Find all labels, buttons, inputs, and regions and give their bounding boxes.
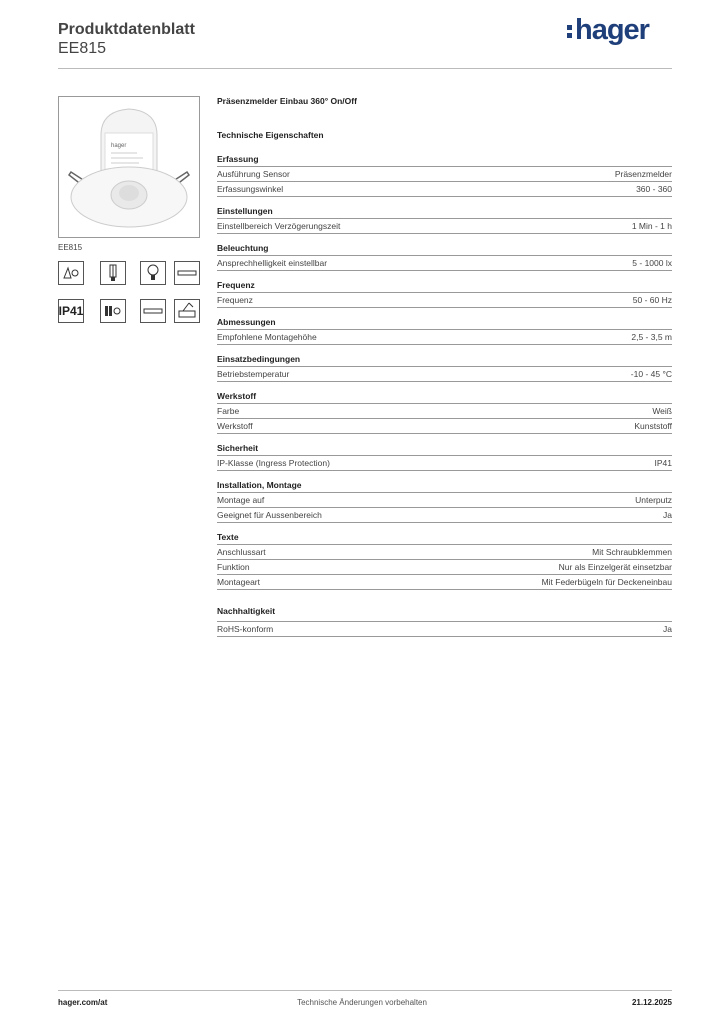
bulb-icon xyxy=(140,261,166,285)
spec-value: Ja xyxy=(663,510,672,520)
spec-row xyxy=(217,404,672,419)
spec-value: IP41 xyxy=(654,458,672,468)
footer-date: 21.12.2025 xyxy=(631,998,672,1007)
ip-rating-label: IP41 xyxy=(58,304,84,318)
page-title: Produktdatenblatt xyxy=(58,21,195,38)
section-abmessungen xyxy=(217,317,672,345)
spec-label: Montageart xyxy=(217,577,260,587)
section-einsatzbedingungen xyxy=(217,354,672,382)
spec-value: Unterputz xyxy=(635,495,672,505)
spec-label: Empfohlene Montagehöhe xyxy=(217,332,317,342)
spec-row xyxy=(217,456,672,471)
spec-label: Werkstoff xyxy=(217,421,253,431)
spec-label: Geeignet für Aussenbereich xyxy=(217,510,322,520)
logo-text: hager xyxy=(575,14,649,46)
spec-value: Nur als Einzelgerät einsetzbar xyxy=(558,562,672,572)
product-title: Präsenzmelder Einbau 360° On/Off xyxy=(217,96,357,106)
spec-value: Weiß xyxy=(652,406,672,416)
led-tube-icon xyxy=(140,299,166,323)
spec-value: 2,5 - 3,5 m xyxy=(631,332,672,342)
spec-value: -10 - 45 °C xyxy=(630,369,672,379)
spec-label: Funktion xyxy=(217,562,250,572)
spec-row xyxy=(217,330,672,345)
section-title: Installation, Montage xyxy=(217,480,672,493)
motion-sensor-illustration xyxy=(59,97,199,237)
spec-value: Ja xyxy=(663,624,672,634)
light-sensor-icon xyxy=(58,261,84,285)
spec-row xyxy=(217,545,672,560)
ceiling-mount-icon xyxy=(174,299,200,323)
spec-label: Ansprechhelligkeit einstellbar xyxy=(217,258,328,268)
spec-label: RoHS-konform xyxy=(217,624,274,634)
footer-website-link[interactable]: hager.com/at xyxy=(58,998,108,1007)
spec-row xyxy=(217,293,672,308)
image-caption: EE815 xyxy=(58,243,83,252)
tech-properties-title: Technische Eigenschaften xyxy=(217,130,324,140)
section-nachhaltigkeit xyxy=(217,606,672,637)
spec-label: Anschlussart xyxy=(217,547,266,557)
spec-row xyxy=(217,367,672,382)
spec-label: IP-Klasse (Ingress Protection) xyxy=(217,458,330,468)
spec-label: Erfassungswinkel xyxy=(217,184,284,194)
spec-label: Montage auf xyxy=(217,495,265,505)
spec-row xyxy=(217,419,672,434)
spec-content xyxy=(217,96,672,646)
spec-row xyxy=(217,508,672,523)
product-code: EE815 xyxy=(58,40,107,57)
spec-row xyxy=(217,219,672,234)
section-sicherheit xyxy=(217,443,672,471)
header-divider xyxy=(58,68,672,69)
fluorescent-lamp-icon xyxy=(100,261,126,285)
section-title: Erfassung xyxy=(217,154,672,167)
section-title: Einsatzbedingungen xyxy=(217,354,672,367)
svg-text:hager: hager xyxy=(111,143,127,149)
spec-label: Ausführung Sensor xyxy=(217,169,290,179)
section-installation xyxy=(217,480,672,523)
ip-rating-icon xyxy=(58,299,84,323)
product-image xyxy=(58,96,200,238)
spec-row xyxy=(217,560,672,575)
spec-label: Farbe xyxy=(217,406,240,416)
section-title: Frequenz xyxy=(217,280,672,293)
section-texte xyxy=(217,532,672,590)
section-title: Texte xyxy=(217,532,672,545)
spec-label: Frequenz xyxy=(217,295,253,305)
footer-divider xyxy=(58,990,672,991)
led-driver-icon xyxy=(100,299,126,323)
spec-value: Präsenzmelder xyxy=(614,169,672,179)
spec-row xyxy=(217,575,672,590)
spec-value: Kunststoff xyxy=(634,421,672,431)
section-erfassung xyxy=(217,154,672,197)
spec-label: Betriebstemperatur xyxy=(217,369,290,379)
spec-value: 360 - 360 xyxy=(636,184,672,194)
spec-value: Mit Schraubklemmen xyxy=(592,547,672,557)
section-frequenz xyxy=(217,280,672,308)
section-title: Werkstoff xyxy=(217,391,672,404)
spec-row xyxy=(217,622,672,637)
section-title: Sicherheit xyxy=(217,443,672,456)
section-werkstoff xyxy=(217,391,672,434)
section-title: Nachhaltigkeit xyxy=(217,606,672,622)
spec-value: 1 Min - 1 h xyxy=(631,221,672,231)
section-title: Beleuchtung xyxy=(217,243,672,256)
spec-label: Einstellbereich Verzögerungszeit xyxy=(217,221,341,231)
spec-value: Mit Federbügeln für Deckeneinbau xyxy=(541,577,672,587)
section-einstellungen xyxy=(217,206,672,234)
section-title: Einstellungen xyxy=(217,206,672,219)
spec-row xyxy=(217,167,672,182)
section-title: Abmessungen xyxy=(217,317,672,330)
footer-disclaimer: Technische Änderungen vorbehalten xyxy=(297,998,427,1007)
hager-logo[interactable] xyxy=(567,14,649,47)
section-beleuchtung xyxy=(217,243,672,271)
spec-row xyxy=(217,493,672,508)
spec-value: 50 - 60 Hz xyxy=(632,295,672,305)
logo-dots xyxy=(567,22,573,41)
spec-row xyxy=(217,182,672,197)
spec-row xyxy=(217,256,672,271)
spec-value: 5 - 1000 lx xyxy=(632,258,672,268)
tube-lamp-icon xyxy=(174,261,200,285)
